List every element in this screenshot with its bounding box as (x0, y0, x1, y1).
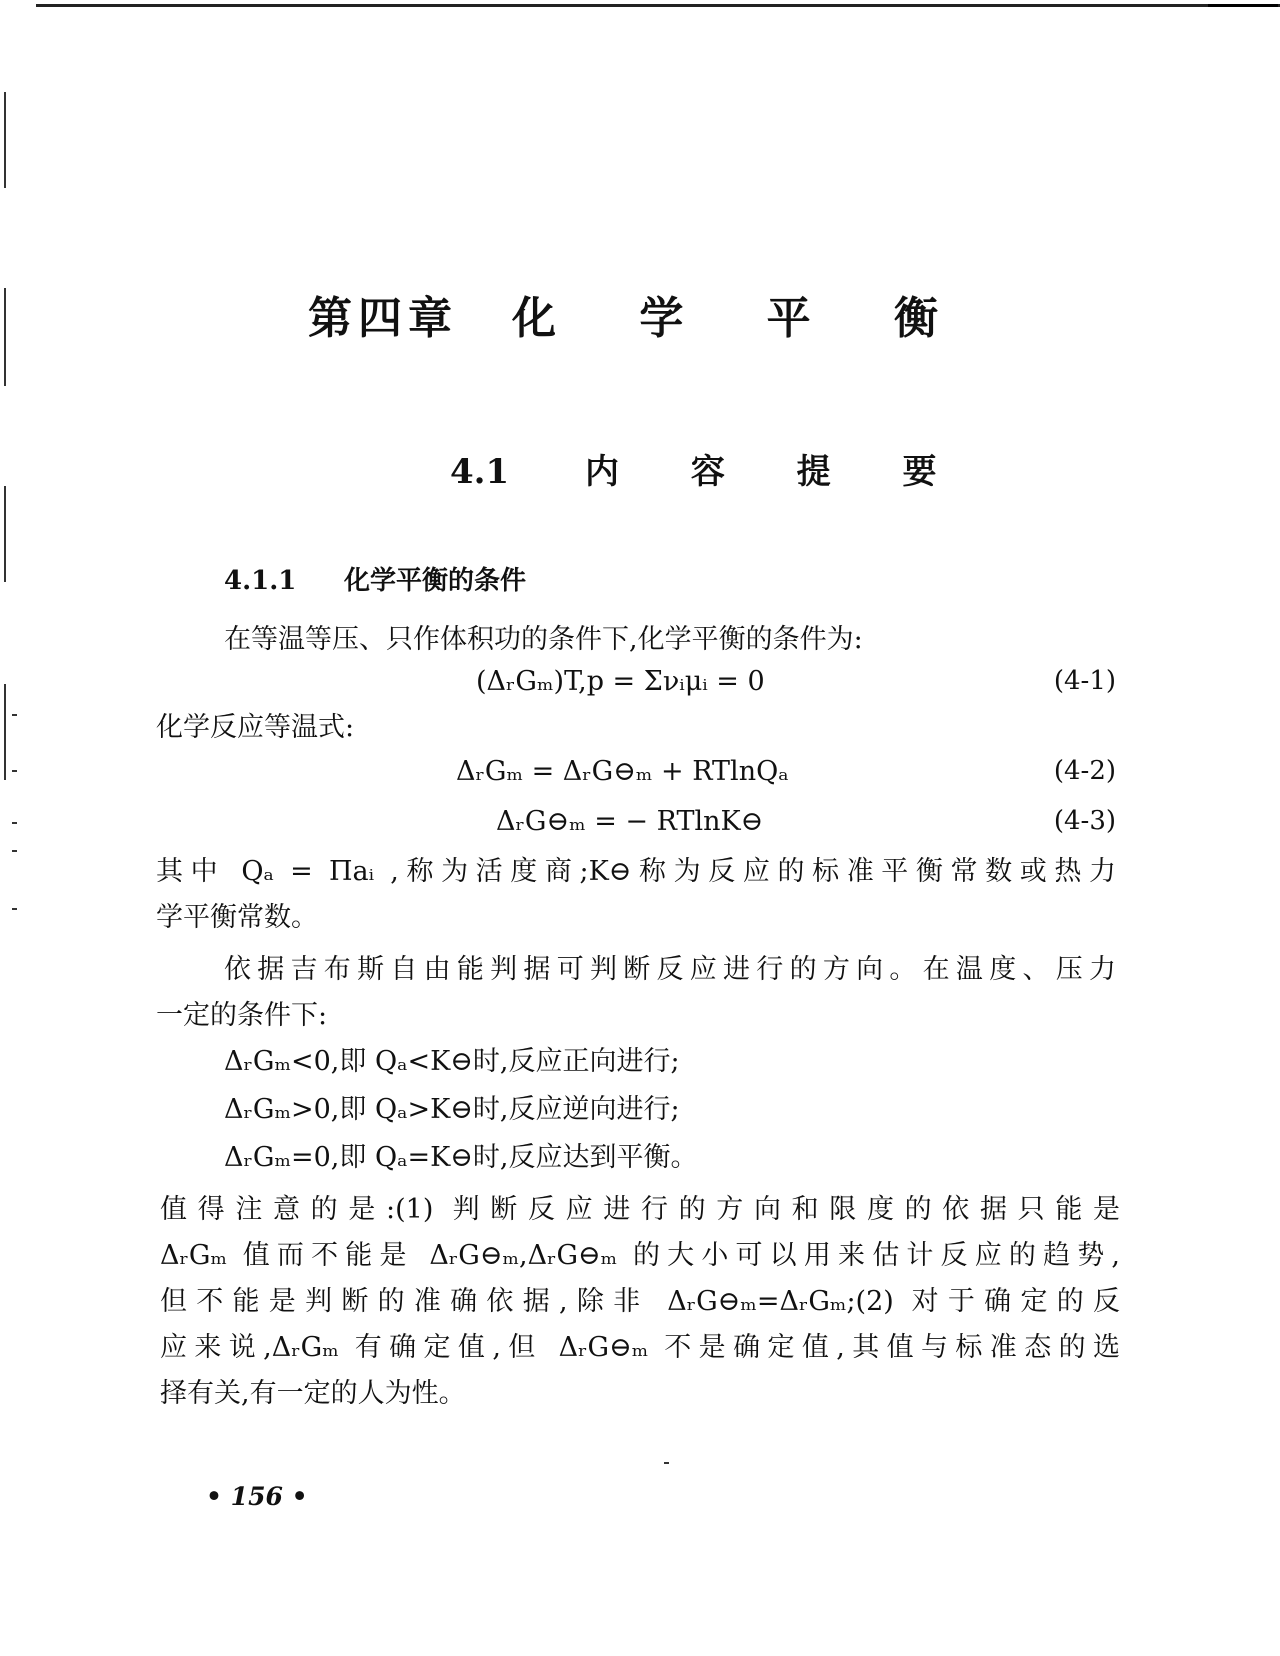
condition-line: ΔᵣGₘ<0,即 Qₐ<K⊖时,反应正向进行; (224, 1046, 680, 1077)
chapter-number: 第四章 (308, 293, 459, 344)
paragraph-line: 值得注意的是:(1) 判断反应进行的方向和限度的依据只能是 (160, 1194, 1120, 1225)
subsection-title (224, 560, 526, 597)
margin-mark (4, 684, 6, 780)
top-rule (36, 4, 1280, 7)
paragraph-line: 择有关,有一定的人为性。 (160, 1378, 466, 1409)
page-speck (664, 1462, 669, 1464)
paragraph-line: 应来说,ΔᵣGₘ 有确定值,但 ΔᵣG⊖ₘ 不是确定值,其值与标准态的选 (160, 1332, 1120, 1363)
equation-number: (4-1) (1053, 666, 1116, 696)
equation-4-3: ΔᵣG⊖ₘ = − RTlnK⊖ (496, 806, 764, 837)
subsection-name: 化学平衡的条件 (344, 566, 527, 596)
margin-mark (4, 486, 6, 582)
margin-dot (12, 714, 17, 716)
paragraph-line: 但不能是判断的准确依据,除非 ΔᵣG⊖ₘ=ΔᵣGₘ;(2) 对于确定的反 (160, 1286, 1120, 1317)
equation-4-1: (ΔᵣGₘ)T,p = Σνᵢμᵢ = 0 (476, 666, 765, 697)
subsection-number: 4.1.1 (224, 566, 297, 596)
condition-line: ΔᵣGₘ>0,即 Qₐ>K⊖时,反应逆向进行; (224, 1094, 680, 1125)
paragraph-line: 其中 Qₐ = Πaᵢ ,称为活度商;K⊖称为反应的标准平衡常数或热力 (156, 856, 1116, 887)
top-rule-mark (1208, 4, 1278, 7)
paragraph-line: 依据吉布斯自由能判据可判断反应进行的方向。在温度、压力 (224, 954, 1116, 985)
chapter-title (0, 282, 1280, 346)
margin-mark (4, 92, 6, 188)
page-number: • 156 • (206, 1482, 308, 1511)
equation-4-2: ΔᵣGₘ = ΔᵣG⊖ₘ + RTlnQₐ (456, 756, 789, 787)
chapter-name: 化 学 平 衡 (512, 293, 972, 344)
condition-line: ΔᵣGₘ=0,即 Qₐ=K⊖时,反应达到平衡。 (224, 1142, 698, 1173)
section-number: 4.1 (450, 452, 510, 492)
section-name: 内 容 提 要 (585, 452, 967, 492)
section-title (450, 444, 967, 493)
margin-dot (12, 770, 17, 772)
paragraph-line: 化学反应等温式: (156, 712, 355, 743)
paragraph-line: 学平衡常数。 (156, 902, 318, 933)
margin-dot (12, 850, 17, 852)
paragraph-line: 一定的条件下: (156, 1000, 328, 1031)
margin-dot (12, 908, 17, 910)
paragraph-line: 在等温等压、只作体积功的条件下,化学平衡的条件为: (224, 624, 863, 655)
equation-number: (4-3) (1053, 806, 1116, 836)
paragraph-line: ΔᵣGₘ 值而不能是 ΔᵣG⊖ₘ,ΔᵣG⊖ₘ 的大小可以用来估计反应的趋势, (160, 1240, 1120, 1271)
margin-dot (12, 822, 17, 824)
equation-number: (4-2) (1053, 756, 1116, 786)
